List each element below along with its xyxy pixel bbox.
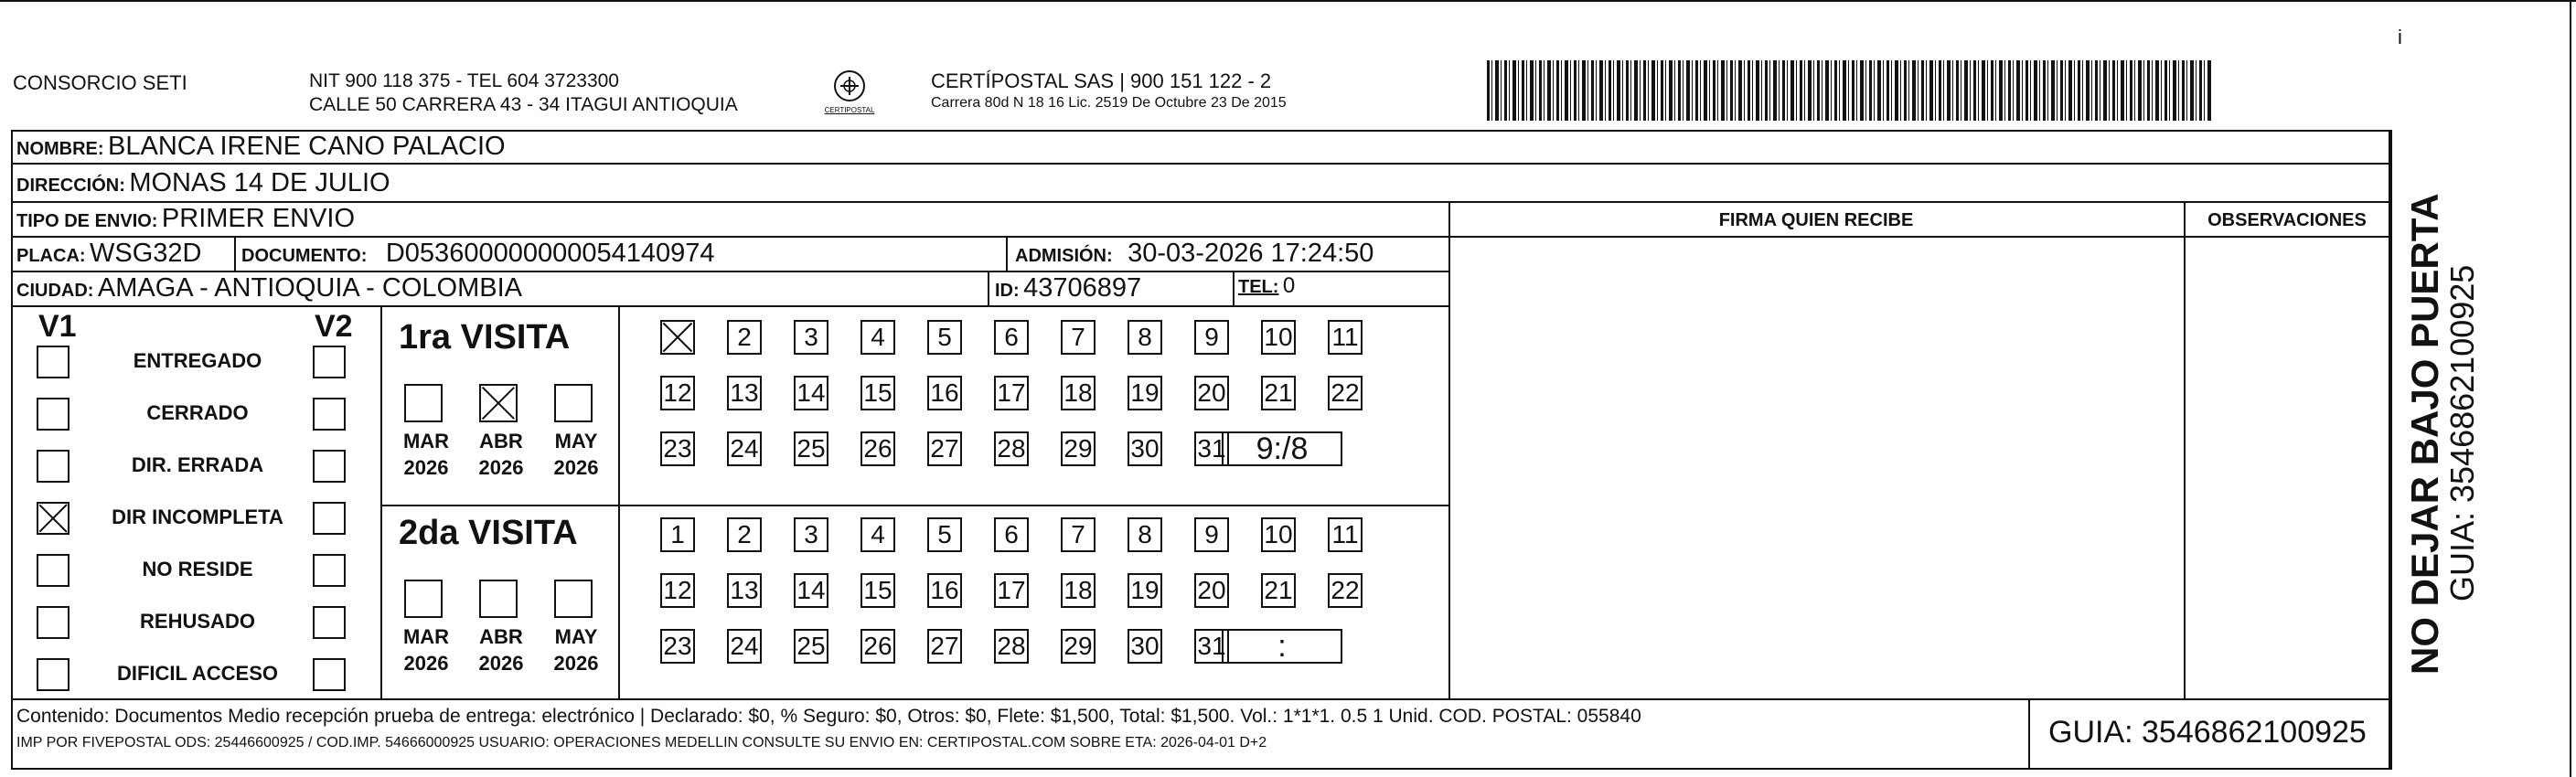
direccion-label: DIRECCIÓN: xyxy=(16,176,125,196)
documento-value: D053600000000054140974 xyxy=(385,239,715,268)
day-checkbox[interactable]: 25 xyxy=(794,629,828,664)
month-year: 2026 xyxy=(553,456,599,479)
day-checkbox[interactable]: 10 xyxy=(1261,517,1296,552)
month-label xyxy=(549,623,604,676)
day-checkbox[interactable]: 3 xyxy=(794,320,828,355)
month-name: ABR xyxy=(479,625,523,648)
carrier-address: Carrera 80d N 18 16 Lic. 2519 De Octubre 23 De 2015 xyxy=(931,95,1287,111)
placa-label: PLACA: xyxy=(16,246,86,266)
day-checkbox[interactable]: 30 xyxy=(1128,431,1162,466)
month-name: MAY xyxy=(554,625,598,648)
day-checkbox[interactable]: 5 xyxy=(927,517,962,552)
day-checkbox[interactable]: 31 xyxy=(1194,629,1229,664)
day-checkbox[interactable]: 2 xyxy=(727,517,762,552)
v1-checkbox[interactable] xyxy=(37,346,69,378)
company-name: CONSORCIO SETI xyxy=(13,71,187,94)
month-checkbox[interactable] xyxy=(404,580,443,618)
ciudad-value: AMAGA - ANTIOQUIA - COLOMBIA xyxy=(97,273,522,303)
certipostal-logo xyxy=(812,66,887,121)
day-checkbox[interactable]: 20 xyxy=(1194,376,1229,410)
day-checkbox[interactable]: 4 xyxy=(860,320,895,355)
v2-checkbox[interactable] xyxy=(313,554,346,587)
v2-checkbox[interactable] xyxy=(313,450,346,483)
day-checkbox[interactable]: 8 xyxy=(1128,320,1162,355)
day-checkbox[interactable]: 19 xyxy=(1128,573,1162,608)
form-bottom xyxy=(11,768,2392,770)
day-checkbox[interactable]: 16 xyxy=(927,376,962,410)
status-divider xyxy=(380,305,382,698)
day-checkbox[interactable]: 28 xyxy=(994,629,1029,664)
reason-label: NO RESIDE xyxy=(142,558,253,580)
day-checkbox[interactable]: 2 xyxy=(727,320,762,355)
day-checkbox[interactable]: 19 xyxy=(1128,376,1162,410)
form-right xyxy=(2390,130,2392,770)
reason-label: CERRADO xyxy=(146,401,249,424)
guia-divider xyxy=(2028,698,2030,768)
ciudad-cell xyxy=(16,273,522,303)
tipo-value: PRIMER ENVIO xyxy=(161,204,356,233)
day-checkbox[interactable]: 7 xyxy=(1061,320,1096,355)
time-box[interactable]: 9:/8 xyxy=(1222,431,1342,466)
month-name: MAR xyxy=(402,625,450,648)
day-checkbox[interactable]: 29 xyxy=(1061,431,1096,466)
v2-checkbox[interactable] xyxy=(313,346,346,378)
nombre-label: NOMBRE: xyxy=(16,139,104,159)
day-checkbox[interactable]: 9 xyxy=(1194,517,1229,552)
day-checkbox[interactable]: 22 xyxy=(1328,376,1363,410)
day-checkbox[interactable]: 27 xyxy=(927,431,962,466)
day-checkbox[interactable]: 18 xyxy=(1061,376,1096,410)
v1-checkbox[interactable] xyxy=(37,450,69,483)
day-checkbox[interactable]: 29 xyxy=(1061,629,1096,664)
firma-left-line xyxy=(1448,201,1450,698)
month-label xyxy=(474,428,529,481)
day-checkbox[interactable]: 18 xyxy=(1061,573,1096,608)
month-name: MAR xyxy=(402,430,450,452)
time-box[interactable]: : xyxy=(1222,629,1342,664)
month-name: ABR xyxy=(479,430,523,452)
day-checkbox[interactable]: 17 xyxy=(994,376,1029,410)
documento-label: DOCUMENTO: xyxy=(241,246,368,266)
day-checkbox[interactable]: 12 xyxy=(660,573,695,608)
month-name: MAY xyxy=(554,430,598,452)
day-checkbox[interactable] xyxy=(660,320,695,355)
month-label xyxy=(399,623,454,676)
barcode xyxy=(1487,60,2211,121)
day-checkbox[interactable]: 17 xyxy=(994,573,1029,608)
company-address: CALLE 50 CARRERA 43 - 34 ITAGUI ANTIOQUIA xyxy=(309,94,738,115)
v1-checkbox[interactable] xyxy=(37,658,69,691)
day-checkbox[interactable]: 13 xyxy=(727,376,762,410)
admision-value: 30-03-2026 17:24:50 xyxy=(1128,239,1374,268)
day-checkbox[interactable]: 24 xyxy=(727,431,762,466)
day-checkbox[interactable]: 25 xyxy=(794,431,828,466)
day-checkbox[interactable]: 11 xyxy=(1328,320,1363,355)
v2-checkbox[interactable] xyxy=(313,606,346,639)
tel-divider xyxy=(1233,271,1235,305)
day-checkbox[interactable]: 26 xyxy=(860,431,895,466)
day-checkbox[interactable]: 7 xyxy=(1061,517,1096,552)
day-checkbox[interactable]: 31 xyxy=(1194,431,1229,466)
day-checkbox[interactable]: 15 xyxy=(860,376,895,410)
row-line-2 xyxy=(11,201,2392,203)
observaciones-label: OBSERVACIONES xyxy=(2207,210,2367,230)
day-checkbox[interactable]: 21 xyxy=(1261,573,1296,608)
top-right-mark: i xyxy=(2398,26,2402,48)
day-checkbox[interactable]: 6 xyxy=(994,320,1029,355)
placa-value: WSG32D xyxy=(90,239,202,268)
footer-imp: IMP POR FIVEPOSTAL ODS: 25446600925 / COD.IMP. 54666000925 USUARIO: OPERACIONES MEDELLIN CONSULTE SU ENVIO EN: CERTIPOSTAL.COM SOBRE ETA: 2026-04-01 D+2 xyxy=(16,735,1267,750)
v1-checkbox[interactable] xyxy=(37,502,69,535)
reason-label: ENTREGADO xyxy=(133,349,262,372)
obs-left-line xyxy=(2184,201,2186,698)
tipo-row xyxy=(16,204,355,234)
month-checkbox[interactable] xyxy=(479,580,518,618)
placa-divider xyxy=(234,236,236,271)
id-divider xyxy=(988,271,989,305)
day-checkbox[interactable]: 12 xyxy=(660,376,695,410)
footer-content: Contenido: Documentos Medio recepción prueba de entrega: electrónico | Declarado: $0, % Seguro: $0, Otros: $0, Flete: $1,500, Total: $1,500. Vol.: 1*1*1. 0.5 1 Unid. COD. POSTAL: 055840 xyxy=(16,706,1641,727)
day-checkbox[interactable]: 23 xyxy=(660,629,695,664)
month-year: 2026 xyxy=(403,456,449,479)
reason-label: DIR INCOMPLETA xyxy=(112,506,283,528)
id-value: 43706897 xyxy=(1023,273,1142,303)
tipo-label: TIPO DE ENVIO: xyxy=(16,211,158,231)
row-line-footer xyxy=(11,698,2392,700)
month-label xyxy=(399,428,454,481)
v1-label: V1 xyxy=(38,309,77,344)
day-checkbox[interactable]: 30 xyxy=(1128,629,1162,664)
day-checkbox[interactable]: 24 xyxy=(727,629,762,664)
month-year: 2026 xyxy=(478,456,524,479)
tel-cell xyxy=(1238,273,1295,299)
row-line-3 xyxy=(11,236,2392,238)
documento-cell xyxy=(241,239,715,269)
id-label: ID: xyxy=(995,281,1020,301)
tel-label: TEL: xyxy=(1238,277,1279,297)
day-checkbox[interactable]: 13 xyxy=(727,573,762,608)
day-checkbox[interactable]: 22 xyxy=(1328,573,1363,608)
side-warning: NO DEJAR BAJO PUERTA xyxy=(2403,193,2446,675)
reason-label: REHUSADO xyxy=(140,610,255,633)
reason-label: DIR. ERRADA xyxy=(131,453,264,476)
day-checkbox[interactable]: 8 xyxy=(1128,517,1162,552)
visit1-title: 1ra VISITA xyxy=(399,318,571,357)
form-left xyxy=(11,130,13,770)
v2-label: V2 xyxy=(315,309,353,344)
nombre-value: BLANCA IRENE CANO PALACIO xyxy=(108,132,506,161)
day-checkbox[interactable]: 6 xyxy=(994,517,1029,552)
day-checkbox[interactable]: 14 xyxy=(794,573,828,608)
day-checkbox[interactable]: 1 xyxy=(660,517,695,552)
day-checkbox[interactable]: 20 xyxy=(1194,573,1229,608)
day-checkbox[interactable]: 15 xyxy=(860,573,895,608)
visit-split-line xyxy=(380,505,1448,506)
day-checkbox[interactable]: 26 xyxy=(860,629,895,664)
day-checkbox[interactable]: 5 xyxy=(927,320,962,355)
day-checkbox[interactable]: 21 xyxy=(1261,376,1296,410)
month-year: 2026 xyxy=(553,652,599,675)
top-edge-line xyxy=(0,0,2576,2)
footer-guia: GUIA: 3546862100925 xyxy=(2048,715,2367,750)
month-checkbox[interactable] xyxy=(554,580,593,618)
placa-cell xyxy=(16,239,201,269)
id-cell xyxy=(995,273,1141,303)
visit-divider xyxy=(618,305,620,698)
row-line-5 xyxy=(11,305,1448,307)
tel-value: 0 xyxy=(1282,273,1296,298)
v2-checkbox[interactable] xyxy=(313,398,346,431)
month-label xyxy=(549,428,604,481)
admision-cell xyxy=(1015,239,1374,269)
nombre-row xyxy=(16,132,506,162)
admision-label: ADMISIÓN: xyxy=(1015,246,1113,266)
ciudad-label: CIUDAD: xyxy=(16,281,94,301)
day-checkbox[interactable]: 27 xyxy=(927,629,962,664)
firma-label: FIRMA QUIEN RECIBE xyxy=(1718,210,1914,230)
month-label xyxy=(474,623,529,676)
month-checkbox[interactable] xyxy=(479,384,518,422)
day-checkbox[interactable]: 3 xyxy=(794,517,828,552)
month-checkbox[interactable] xyxy=(404,384,443,422)
nit-line: NIT 900 118 375 - TEL 604 3723300 xyxy=(309,70,619,91)
v1-checkbox[interactable] xyxy=(37,554,69,587)
side-guia: GUIA: 3546862100925 xyxy=(2443,264,2481,601)
v2-checkbox[interactable] xyxy=(313,502,346,535)
direccion-row xyxy=(16,168,390,198)
admision-divider xyxy=(1006,236,1008,271)
right-edge-line xyxy=(2570,0,2571,777)
day-checkbox[interactable]: 28 xyxy=(994,431,1029,466)
day-checkbox[interactable]: 9 xyxy=(1194,320,1229,355)
month-checkbox[interactable] xyxy=(554,384,593,422)
direccion-value: MONAS 14 DE JULIO xyxy=(129,168,390,197)
month-year: 2026 xyxy=(478,652,524,675)
day-checkbox[interactable]: 11 xyxy=(1328,517,1363,552)
day-checkbox[interactable]: 10 xyxy=(1261,320,1296,355)
reason-label: DIFICIL ACCESO xyxy=(116,662,278,685)
v1-checkbox[interactable] xyxy=(37,398,69,431)
day-checkbox[interactable]: 23 xyxy=(660,431,695,466)
carrier-name: CERTÍPOSTAL SAS | 900 151 122 - 2 xyxy=(931,69,1272,92)
day-checkbox[interactable]: 16 xyxy=(927,573,962,608)
logo-text: CERTIPOSTAL xyxy=(824,106,875,114)
v1-checkbox[interactable] xyxy=(37,606,69,639)
day-checkbox[interactable]: 14 xyxy=(794,376,828,410)
day-checkbox[interactable]: 4 xyxy=(860,517,895,552)
visit2-title: 2da VISITA xyxy=(399,514,578,552)
month-year: 2026 xyxy=(403,652,449,675)
row-line-1 xyxy=(11,163,2392,165)
v2-checkbox[interactable] xyxy=(313,658,346,691)
